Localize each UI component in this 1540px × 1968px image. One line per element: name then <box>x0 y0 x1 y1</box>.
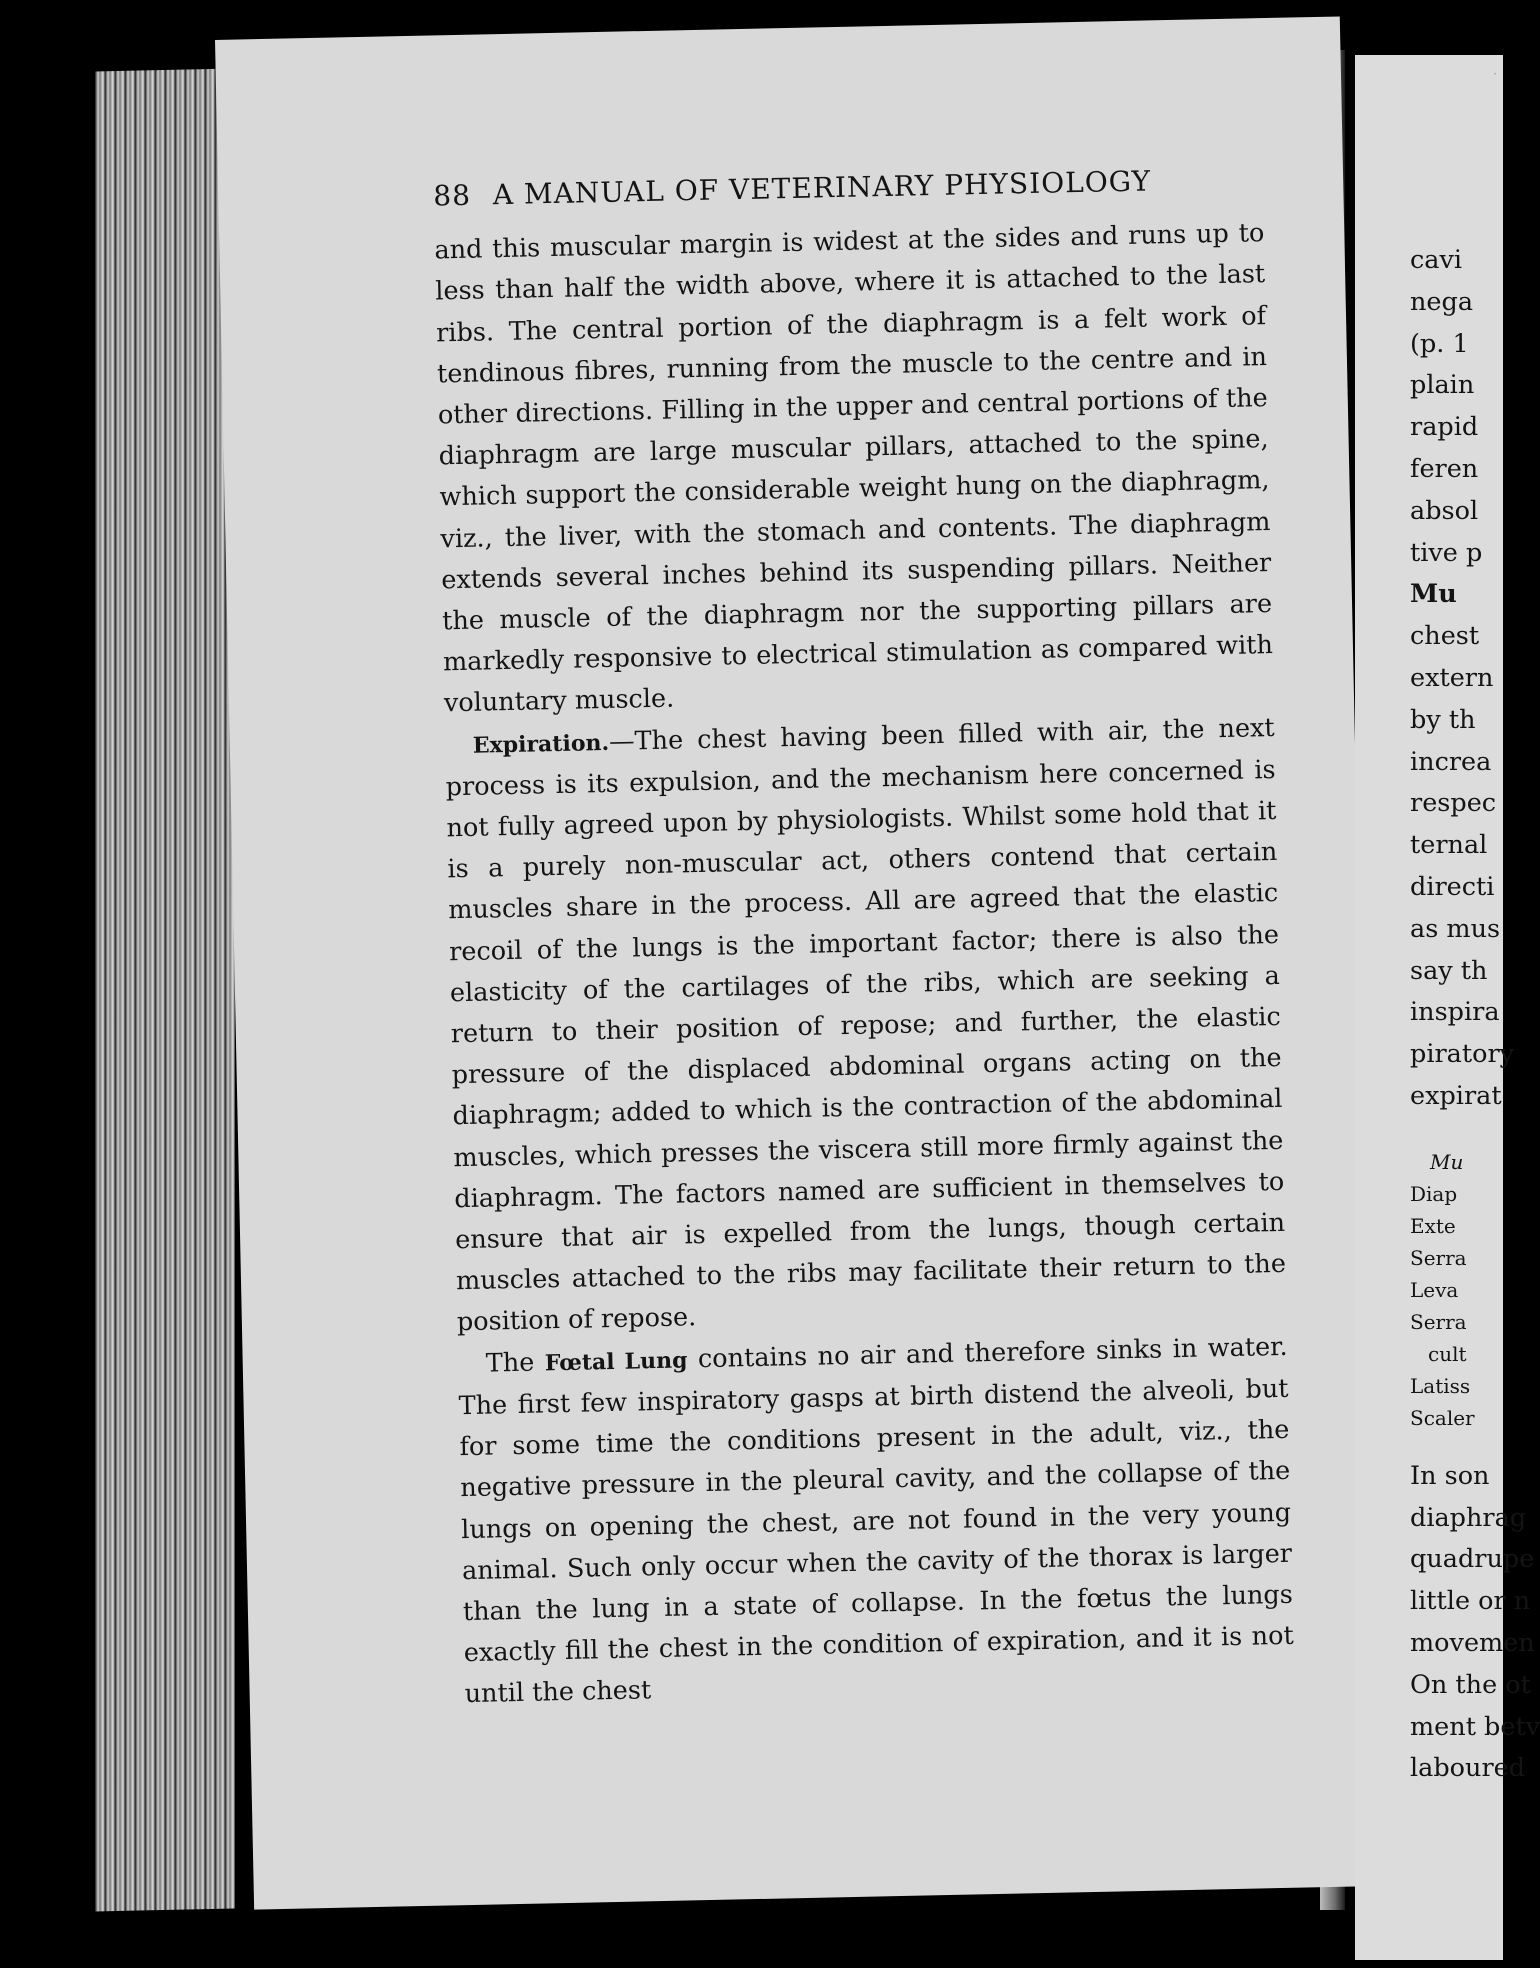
right-page-text <box>1410 240 1540 1790</box>
right-table-line: Serra <box>1410 1245 1467 1270</box>
right-table-line: Latiss <box>1410 1373 1471 1398</box>
expiration-heading: Expiration. <box>472 729 610 759</box>
right-line: expirat <box>1410 1080 1502 1111</box>
right-page <box>1355 55 1540 1960</box>
right-table-line: Exte <box>1410 1213 1456 1238</box>
foetal-lung-prefix: The <box>485 1347 546 1379</box>
right-line: absol <box>1410 495 1479 526</box>
book-title: A MANUAL OF VETERINARY PHYSIOLOGY <box>492 164 1152 212</box>
right-line: ment betv <box>1410 1711 1540 1742</box>
left-page <box>215 16 1379 1909</box>
right-line: In son <box>1410 1460 1490 1491</box>
foetal-lung-text: contains no air and therefore sinks in water. The first few inspiratory gasps at birth distend the alveoli, but for some time the conditions present in the adult, viz., the negative pressure in the pleural cavity, and the collapse of the lungs on opening the chest, are not found in the very young animal. Such only occur when the cavity of the thorax is larger than the lung in a state of collapse. In the fœtus the lungs exactly fill the chest in the condition of expiration, and it is not until the chest <box>458 1331 1294 1710</box>
right-line: diaphrag <box>1410 1502 1527 1533</box>
paragraph-expiration <box>444 708 1287 1344</box>
right-table-line: Serra <box>1410 1309 1467 1334</box>
right-line: quadrupe <box>1410 1544 1535 1575</box>
right-line: plain <box>1410 370 1475 401</box>
right-table-line: Scaler <box>1410 1405 1475 1430</box>
right-line: ternal <box>1410 830 1488 861</box>
right-line: (p. 1 <box>1410 328 1469 359</box>
right-table-line: Diap <box>1410 1181 1458 1206</box>
right-line: say th <box>1410 955 1488 986</box>
right-line: feren <box>1410 453 1479 484</box>
right-line: as mus <box>1410 913 1501 944</box>
right-table-line: Leva <box>1410 1277 1459 1302</box>
right-line: chest <box>1410 621 1480 652</box>
right-line: increa <box>1410 746 1492 777</box>
left-page-text <box>433 158 1295 1716</box>
running-head <box>433 158 1264 217</box>
right-line: On the ot <box>1410 1669 1531 1700</box>
right-line: tive p <box>1410 537 1483 568</box>
right-line: movemen <box>1410 1627 1535 1658</box>
right-line: piratory <box>1410 1039 1515 1070</box>
foetal-lung-heading: Fœtal Lung <box>544 1347 688 1377</box>
right-line: extern <box>1410 662 1494 693</box>
right-line: Mu <box>1410 579 1457 610</box>
right-line: rapid <box>1410 412 1479 443</box>
right-line: inspira <box>1410 997 1500 1028</box>
right-line: laboured <box>1410 1753 1526 1784</box>
right-line: by th <box>1410 704 1476 735</box>
right-line: cavi <box>1410 245 1463 275</box>
expiration-text: —The chest having been filled with air, the next process is its expulsion, and the mechanism here concerned is not fully agreed upon by physiologists. Whilst some hold that it is a purely non-muscular act, others contend that certain muscles share in the process. All are agreed that the elastic recoil of the lungs is the important factor; there is also the elasticity of the cartilages of the ribs, which are seeking a return to their position of repose; and further, the elastic pressure of the displaced abdominal organs acting on the diaphragm; added to which is the contraction of the abdominal muscles, which presses the viscera still more firmly against the diaphragm. The factors named are sufficient in themselves to ensure that air is expelled from the lungs, though certain muscles attached to the ribs may facilitate their return to the position of repose. <box>445 712 1287 1338</box>
right-table-line: Mu <box>1430 1149 1464 1174</box>
right-line: little or n <box>1410 1586 1531 1617</box>
page-edges <box>95 69 235 1912</box>
right-line: directi <box>1410 871 1495 902</box>
right-line: nega <box>1410 286 1474 317</box>
corner-mark: · <box>1493 67 1497 81</box>
paragraph-foetal-lung <box>457 1327 1295 1716</box>
right-line: respec <box>1410 788 1497 819</box>
right-table-line: cult <box>1428 1341 1467 1366</box>
page-number: 88 <box>432 178 472 213</box>
paragraph-diaphragm: and this muscular margin is widest at the sides and runs up to less than half the width above, where it is attached to the last ribs. The central portion of the diaphragm is a felt work of tendinous fibres, running from the muscle to the centre and in other directions. Filling in the upper and central portions of the diaphragm are large muscular pillars, attached to the spine, which support the considerable weight hung on the diaphragm, viz., the liver, with the stomach and contents. The diaphragm extends several inches behind its suspending pillars. Neither the muscle of the diaphragm nor the supporting pillars are markedly responsive to electrical stimulation as compared with voluntary muscle. <box>434 218 1274 719</box>
